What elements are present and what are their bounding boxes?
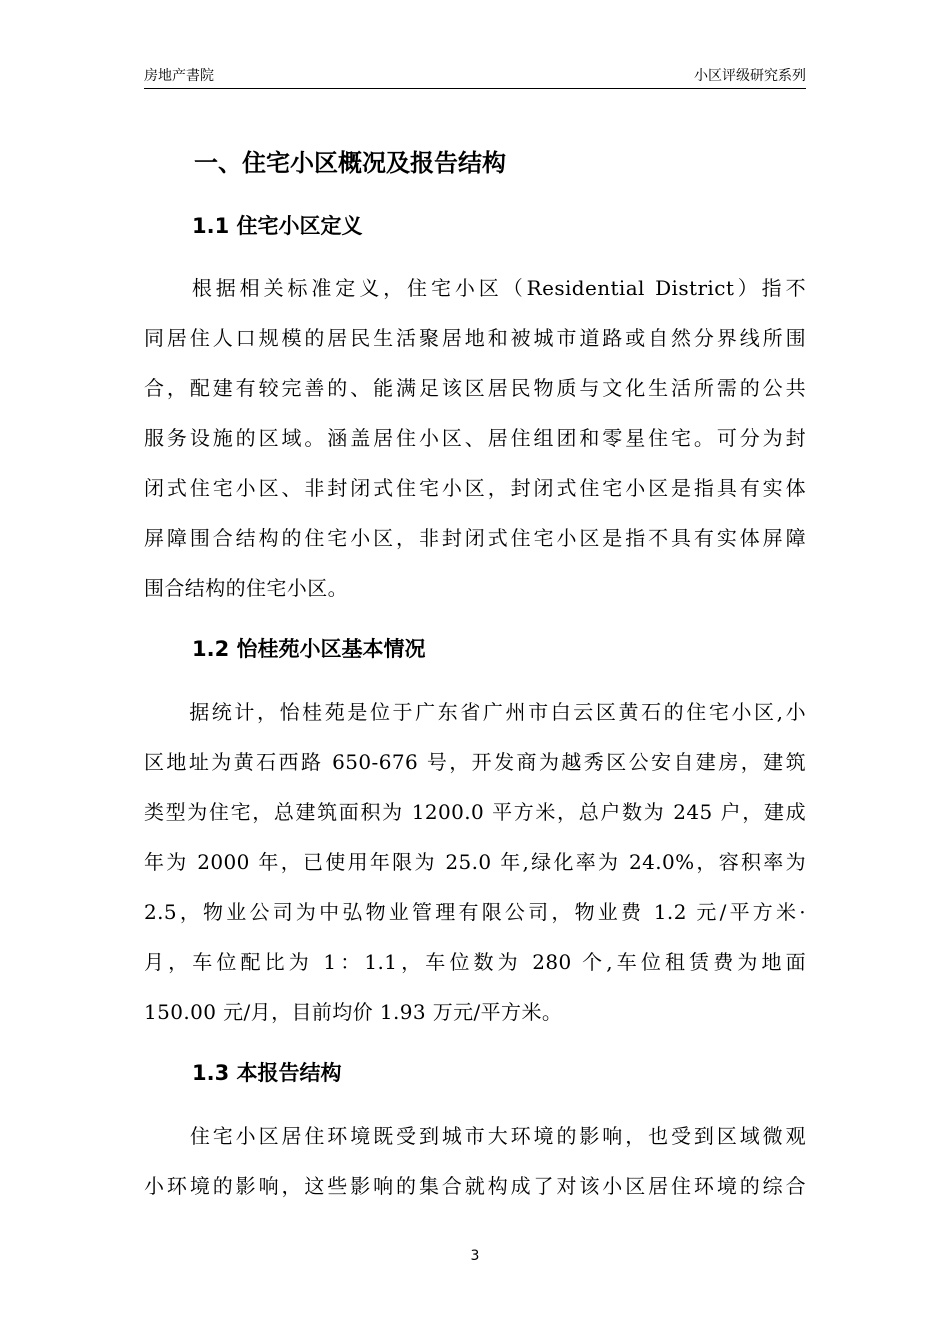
section-heading-1-3: 1.3 本报告结构 bbox=[192, 1061, 342, 1085]
paragraph-line: 年为 2000 年，已使用年限为 25.0 年,绿化率为 24.0%，容积率为 bbox=[144, 850, 806, 874]
paragraph-line: 根据相关标准定义，住宅小区（Residential District）指不 bbox=[144, 276, 806, 300]
paragraph-line: 类型为住宅，总建筑面积为 1200.0 平方米，总户数为 245 户，建成 bbox=[144, 800, 806, 824]
section-heading-1-2: 1.2 怡桂苑小区基本情况 bbox=[192, 637, 426, 661]
chapter-title: 一、住宅小区概况及报告结构 bbox=[194, 149, 506, 177]
paragraph-line: 2.5，物业公司为中弘物业管理有限公司，物业费 1.2 元/平方米· bbox=[144, 900, 806, 924]
paragraph-line: 区地址为黄石西路 650-676 号，开发商为越秀区公安自建房，建筑 bbox=[144, 750, 806, 774]
paragraph-line: 150.00 元/月，目前均价 1.93 万元/平方米。 bbox=[144, 1000, 563, 1024]
paragraph-line: 合，配建有较完善的、能满足该区居民物质与文化生活所需的公共 bbox=[144, 376, 806, 400]
header-divider bbox=[144, 88, 806, 89]
paragraph-line: 小环境的影响，这些影响的集合就构成了对该小区居住环境的综合 bbox=[144, 1174, 806, 1198]
page-number: 3 bbox=[470, 1248, 480, 1264]
paragraph-line: 同居住人口规模的居民生活聚居地和被城市道路或自然分界线所围 bbox=[144, 326, 806, 350]
paragraph-line: 屏障围合结构的住宅小区，非封闭式住宅小区是指不具有实体屏障 bbox=[144, 526, 806, 550]
paragraph-line: 月，车位配比为 1：1.1，车位数为 280 个,车位租赁费为地面 bbox=[144, 950, 806, 974]
header-series-title: 小区评级研究系列 bbox=[694, 68, 806, 84]
paragraph-line: 围合结构的住宅小区。 bbox=[144, 576, 348, 600]
header-publisher: 房地产書院 bbox=[144, 68, 214, 84]
paragraph-line: 据统计，怡桂苑是位于广东省广州市白云区黄石的住宅小区,小 bbox=[144, 700, 806, 724]
paragraph-line: 闭式住宅小区、非封闭式住宅小区，封闭式住宅小区是指具有实体 bbox=[144, 476, 806, 500]
page-header bbox=[144, 66, 806, 88]
paragraph-line: 服务设施的区域。涵盖居住小区、居住组团和零星住宅。可分为封 bbox=[144, 426, 806, 450]
paragraph-line: 住宅小区居住环境既受到城市大环境的影响，也受到区域微观 bbox=[144, 1124, 806, 1148]
section-heading-1-1: 1.1 住宅小区定义 bbox=[192, 214, 363, 238]
